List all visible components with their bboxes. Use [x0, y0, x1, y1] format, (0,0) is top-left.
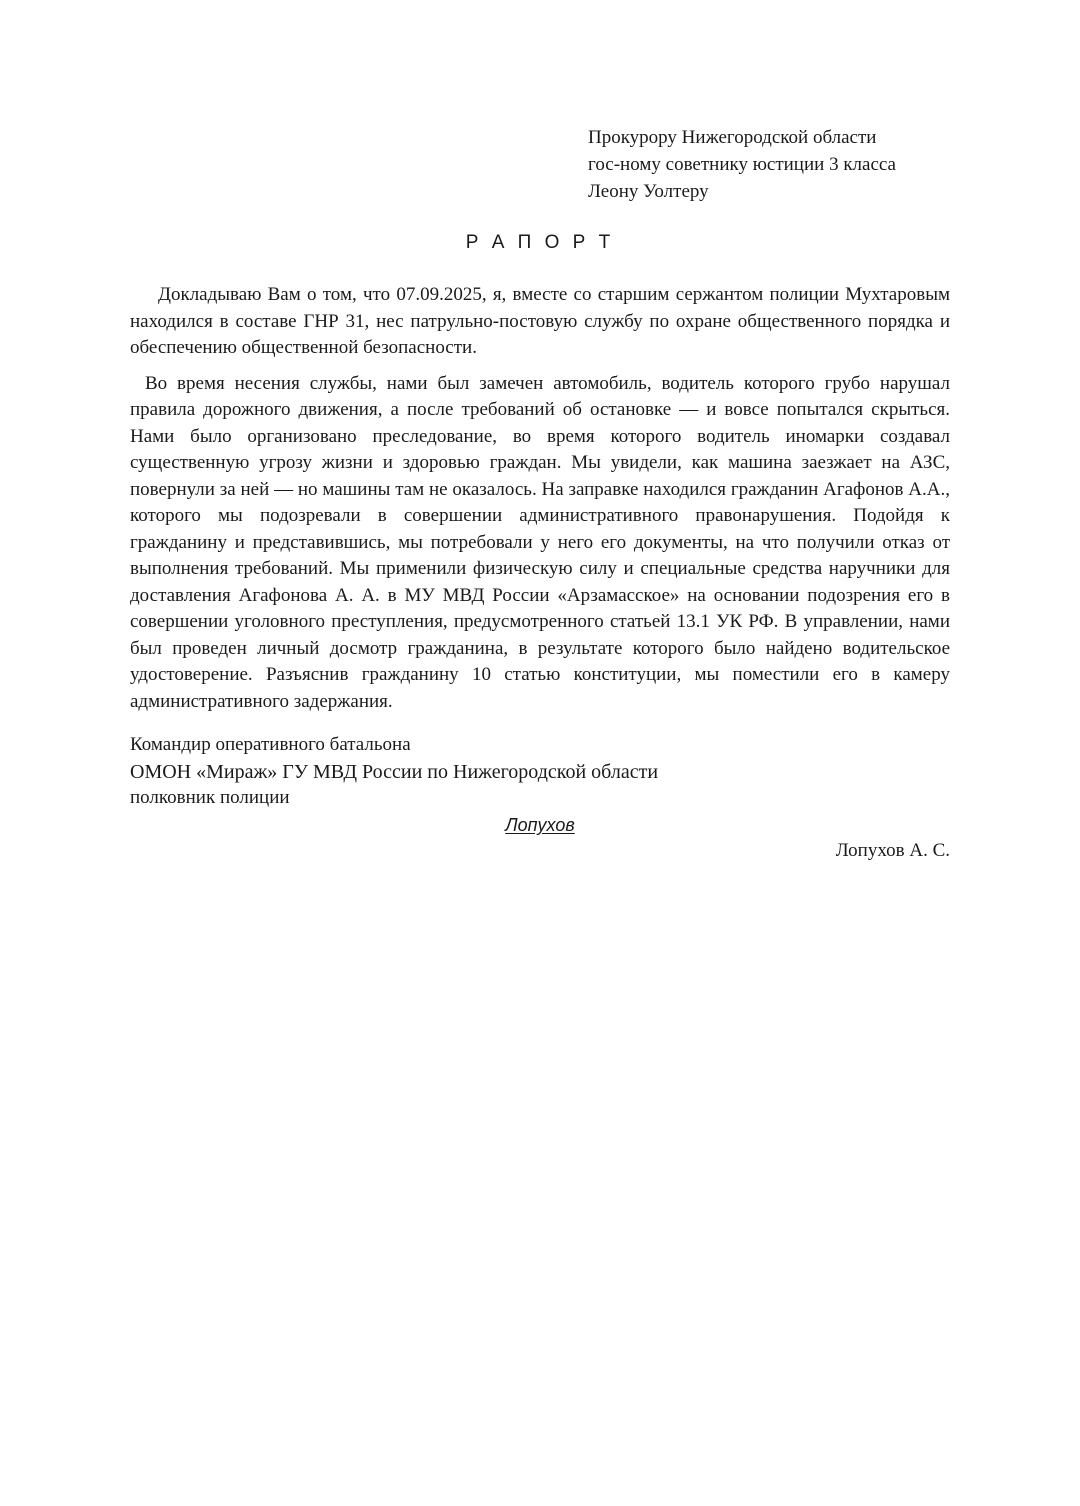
signer-name: Лопухов А. С. [835, 840, 950, 861]
signer-position-line-1: Командир оперативного батальона [130, 734, 411, 755]
signer-position-line-2: ОМОН «Мираж» ГУ МВД России по Нижегородской области [130, 760, 659, 783]
document-title: Р А П О Р Т [465, 232, 615, 253]
addressee-line-1: Прокурору Нижегородской области [588, 127, 877, 148]
paragraph-1: Докладываю Вам о том, что 07.09.2025, я, вместе со старшим сержантом полиции Мухтаровым находился в составе ГНР 31, нес патрульно-постовую службу по охране общественного порядка и обеспечению общественной безопасности. [130, 284, 950, 358]
addressee-block [588, 124, 1028, 205]
handwritten-signature [130, 813, 950, 837]
report-body [130, 282, 950, 715]
addressee-line-2: гос-ному советнику юстиции 3 класса [588, 154, 896, 175]
addressee-line-3: Леону Уолтеру [588, 181, 709, 202]
handwritten-signature-text: Лопухов [505, 815, 575, 835]
signature-block [130, 732, 950, 812]
paragraph-2: Во время несения службы, нами был замечен автомобиль, водитель которого грубо нарушал правила дорожного движения, а после требований об остановке — и вовсе попытался скрыться. Нами было организовано преследование, во время которого водитель иномарки создавал существенную угрозу жизни и здоровью граждан. Мы увидели, как машина заезжает на АЗС, повернули за ней — но машины там не оказалось. На заправке находился гражданин Агафонов А.А., которого мы подозревали в совершении административного правонарушения. Подойдя к гражданину и представившись, мы потребовали у него его документы, на что получили отказ от выполнения требований. Мы применили физическую силу и специальные средства наручники для доставления Агафонова А. А. в МУ МВД России «Арзамасское» на основании подозрения его в совершении уголовного преступления, предусмотренного статьей 13.1 УК РФ. В управлении, нами был проведен личный досмотр гражданина, в результате которого было найдено водительское удостоверение. Разъяснив гражданину 10 статью конституции, мы поместили его в камеру административного задержания. [130, 372, 950, 712]
signer-rank: полковник полиции [130, 787, 290, 808]
